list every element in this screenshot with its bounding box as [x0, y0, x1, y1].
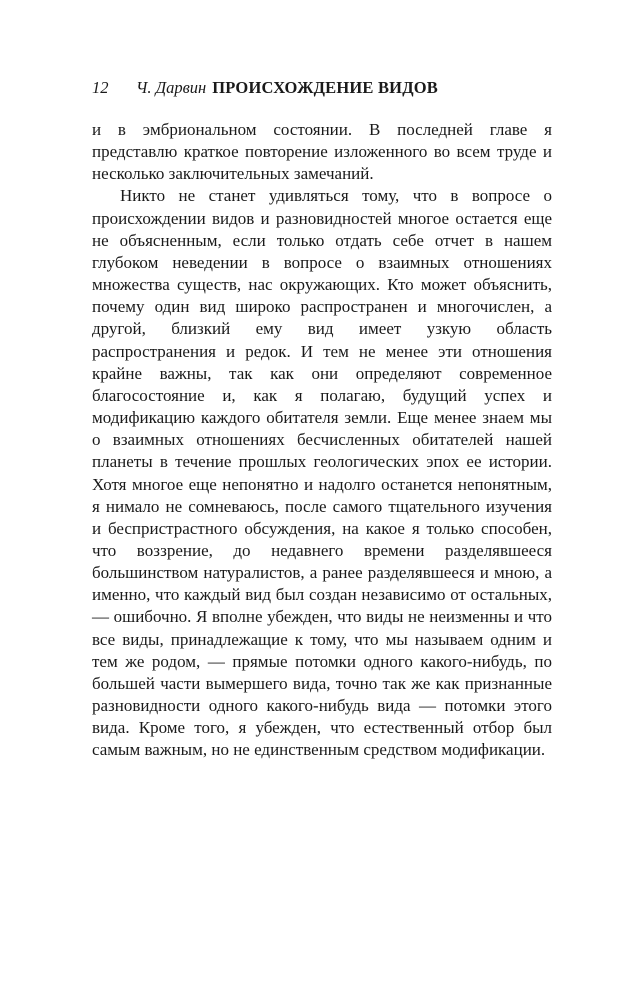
author-name: Ч. Дарвин [136, 78, 207, 97]
running-header [92, 77, 552, 99]
body-text [92, 119, 552, 762]
paragraph: Никто не станет удивляться тому, что в вопросе о происхождении видов и разновидностей многое остается еще не объясненным, если только отдать себе отчет в нашем глубоком неведении в вопросе о взаимных отношениях множества существ, нас окружающих. Кто может объяснить, почему один вид широко распространен и многочислен, а другой, близкий ему вид имеет узкую область распространения и редок. И тем не менее эти отношения крайне важны, так как они определяют современное благосостояние и, как я полагаю, будущий успех и модификацию каждого обитателя земли. Еще менее знаем мы о взаимных отношениях бесчисленных обитателей нашей планеты в течение прошлых геологических эпох ее истории. Хотя многое еще непонятно и надолго останется непонятным, я нимало не сомневаюсь, после самого тщательного изучения и беспристрастного обсуждения, на какое я только способен, что воззрение, до недавнего времени разделявшееся большинством натуралистов, а ранее разделявшееся и мною, а именно, что каждый вид был создан независимо от остальных, — ошибочно. Я вполне убежден, что виды не неизменны и что все виды, принадлежащие к тому, что мы называем одним и тем же родом, — прямые потомки одного какого-нибудь, по большей части вымершего вида, точно так же как признанные разновидности одного какого-нибудь вида — потомки этого вида. Кроме того, я убежден, что естественный отбор был самым важным, но не единственным средством модификации. [92, 186, 552, 760]
paragraph-continuation: и в эмбриональном состоянии. В последней главе я представлю краткое повторение изложенного во всем труде и несколько заключительных замечаний. [92, 120, 552, 184]
book-title: ПРОИСХОЖДЕНИЕ ВИДОВ [212, 78, 438, 97]
page-number: 12 [92, 78, 109, 97]
